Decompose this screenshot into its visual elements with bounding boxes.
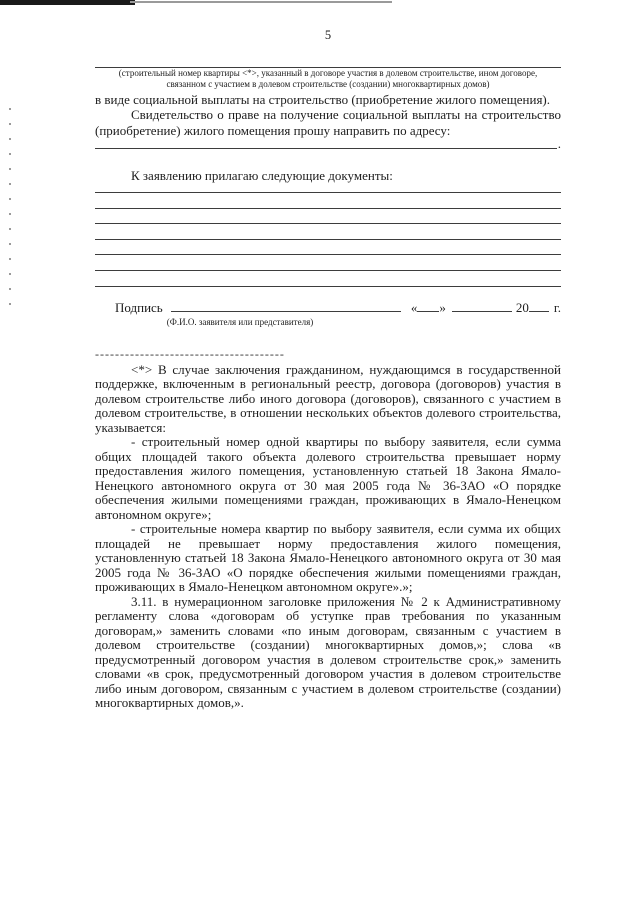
- address-underline: [95, 139, 557, 149]
- date-day-close-quote: »: [439, 299, 446, 315]
- signature-fio-caption: (Ф.И.О. заявителя или представителя): [166, 316, 314, 327]
- blank-line: [95, 224, 561, 240]
- field-caption-line2: связанном с участием в долевом строительстве (создании) многоквартирных домов): [166, 78, 490, 89]
- signature-label: Подпись: [115, 299, 163, 315]
- signature-underline: [171, 299, 401, 312]
- scan-artifact-top-gray: [130, 1, 392, 3]
- blank-line: [95, 240, 561, 256]
- date-year-prefix: 20: [515, 299, 529, 315]
- blank-line: [95, 209, 561, 225]
- field-caption: [95, 68, 561, 89]
- signature-row: [95, 299, 561, 315]
- paragraph-social-payment: в виде социальной выплаты на строительство (приобретение жилого помещения).: [95, 92, 550, 108]
- date-day-underline: [417, 299, 439, 312]
- footnote-paragraph: - строительные номера квартир по выбору заявителя, если сумма их общих площадей не превышает норму предоставления жилого помещения, установленную статьей 18 Закона Ямало-Ненецкого автономного округа от 30 мая 2005 года № 36-ЗАО «О порядке обеспечения жилыми помещениями граждан, проживающих в Ямало-Ненецком автономном округе».»;: [95, 521, 561, 595]
- address-blank-line: [95, 135, 561, 151]
- document-content: [95, 28, 561, 711]
- page-number: 5: [324, 28, 332, 42]
- scan-artifact-left-dots: [9, 108, 11, 318]
- date-year-suffix: г.: [553, 299, 561, 315]
- document-blank-lines: [95, 183, 561, 287]
- paragraph-certificate: Свидетельство о праве на получение социальной выплаты на строительство (приобретение) жилого помещения прошу направить по адресу:: [95, 107, 561, 138]
- footnote-block: [95, 363, 561, 711]
- date-month-underline: [452, 299, 512, 312]
- date-day-open-quote: «: [410, 299, 418, 315]
- field-caption-line1: (строительный номер квартиры <*>, указанный в договоре участия в долевом строительстве, ином договоре,: [118, 68, 538, 79]
- footnote-paragraph: <*> В случае заключения гражданином, нуждающимся в государственной поддержке, включенным в региональный реестр, договора (договоров) участия в долевом строительстве либо иного договора (договоров), связанного с участием в долевом строительстве, в отношении нескольких объектов долевого строительства, указывается:: [95, 361, 561, 435]
- attached-documents-label: К заявлению прилагаю следующие документы:: [131, 167, 393, 183]
- scan-artifact-top-dark: [0, 0, 135, 5]
- date-year-underline: [529, 299, 549, 312]
- footnote-paragraph: - строительный номер одной квартиры по выбору заявителя, если сумма общих площадей такого объекта долевого строительства превышает норму предоставления жилого помещения, установленную статьей 18 Закона Ямало-Ненецкого автономного округа от 30 мая 2005 года № 36-ЗАО «О порядке обеспечения жилыми помещениями граждан, проживающих в Ямало-Ненецком автономном округе»;: [95, 434, 561, 522]
- blank-line: [95, 255, 561, 271]
- address-trailing-period: .: [557, 135, 561, 151]
- footnote-paragraph: 3.11. в нумерационном заголовке приложения № 2 к Административному регламенту слова «договорам об уступке прав требования по указанным договорам,» заменить словами «по иным договорам, связанным с участием в долевом строительстве (создании) многоквартирных домов,»; слова «в предусмотренный договором участия в долевом строительстве срок,» заменить словами «в срок, предусмотренный договором участия в долевом строительстве либо иным договором, связанным с участием в долевом строительстве (создании) многоквартирных домов,».: [95, 593, 561, 711]
- blank-line: [95, 271, 561, 287]
- blank-line: [95, 193, 561, 209]
- blank-line: [95, 183, 561, 193]
- footnote-separator: --------------------------------------: [95, 347, 285, 360]
